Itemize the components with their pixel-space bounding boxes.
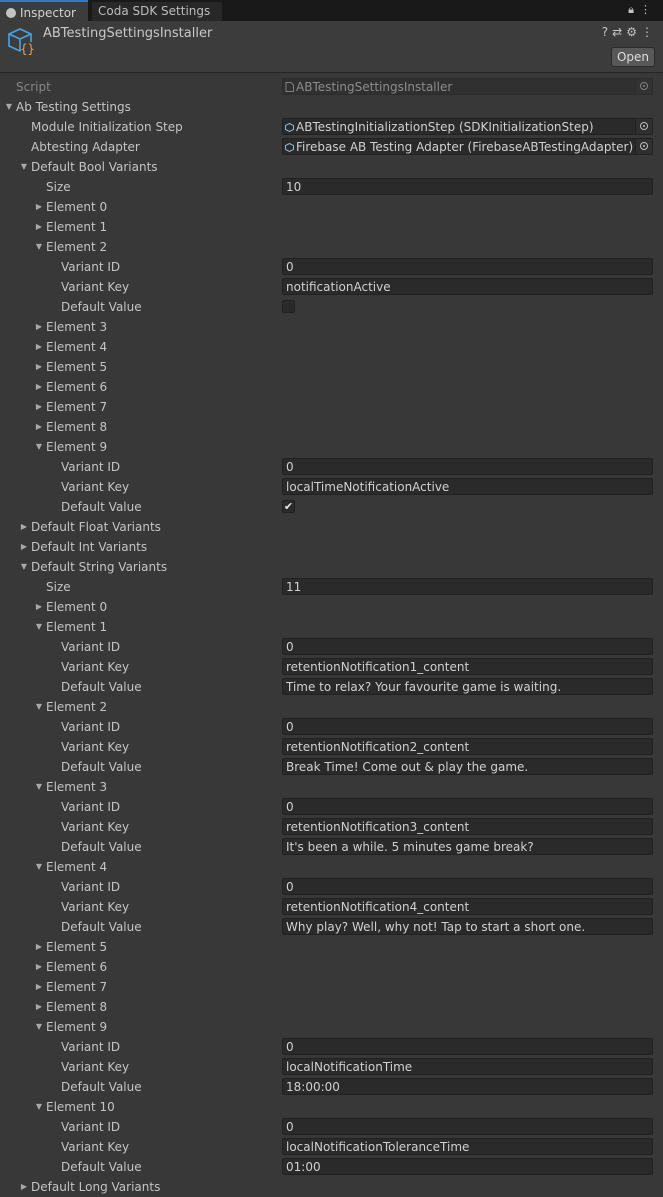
- property-label[interactable]: Element 4: [46, 860, 108, 874]
- text-field[interactable]: retentionNotification4_content: [282, 898, 653, 915]
- script-asset-icon: [6, 27, 36, 57]
- object-field[interactable]: [282, 118, 653, 135]
- property-label[interactable]: Element 7: [46, 400, 108, 414]
- tab-inspector[interactable]: [0, 0, 88, 23]
- property-row: [0, 837, 663, 857]
- property-row: [0, 557, 663, 577]
- property-row: [0, 137, 663, 157]
- foldout-collapsed-icon[interactable]: ▶: [35, 342, 43, 351]
- property-label[interactable]: Element 2: [46, 240, 108, 254]
- text-field[interactable]: 10: [282, 178, 653, 195]
- property-row: [0, 1037, 663, 1057]
- foldout-collapsed-icon[interactable]: ▶: [35, 942, 43, 951]
- text-field[interactable]: 0: [282, 718, 653, 735]
- lock-icon[interactable]: 🔒︎: [628, 3, 640, 16]
- tab-coda-sdk-settings-label: Coda SDK Settings: [98, 4, 211, 18]
- tab-inspector-label: Inspector: [20, 6, 76, 20]
- property-row: [0, 957, 663, 977]
- foldout-collapsed-icon[interactable]: ▶: [35, 322, 43, 331]
- property-row: [0, 697, 663, 717]
- header-tools: [602, 25, 657, 39]
- property-label[interactable]: Default Long Variants: [31, 1180, 161, 1194]
- foldout-expanded-icon[interactable]: ▼: [35, 622, 43, 631]
- property-label: Variant Key: [61, 1140, 130, 1154]
- svg-text:{}: {}: [20, 42, 35, 56]
- property-label[interactable]: Element 5: [46, 940, 108, 954]
- foldout-collapsed-icon[interactable]: ▶: [35, 962, 43, 971]
- property-label: Script: [16, 80, 51, 94]
- property-label: Variant ID: [61, 880, 121, 894]
- property-row: [0, 897, 663, 917]
- property-label: Default Value: [61, 500, 142, 514]
- text-field[interactable]: 0: [282, 878, 653, 895]
- foldout-collapsed-icon[interactable]: ▶: [20, 542, 28, 551]
- property-row: [0, 677, 663, 697]
- property-label[interactable]: Element 9: [46, 440, 108, 454]
- property-row: [0, 317, 663, 337]
- property-label[interactable]: Default String Variants: [31, 560, 168, 574]
- foldout-collapsed-icon[interactable]: ▶: [35, 422, 43, 431]
- text-field[interactable]: It's been a while. 5 minutes game break?: [282, 838, 653, 855]
- property-label: Default Value: [61, 300, 142, 314]
- property-row: [0, 1097, 663, 1117]
- tab-bar: [0, 0, 663, 21]
- property-label: Default Value: [61, 760, 142, 774]
- property-row: [0, 777, 663, 797]
- text-field[interactable]: 0: [282, 798, 653, 815]
- property-row: [0, 297, 663, 317]
- property-row: [0, 817, 663, 837]
- property-label[interactable]: Element 0: [46, 200, 108, 214]
- property-row: [0, 937, 663, 957]
- property-label[interactable]: Element 5: [46, 360, 108, 374]
- presets-icon[interactable]: ⇄: [612, 25, 627, 39]
- property-label: Abtesting Adapter: [31, 140, 140, 154]
- property-label: Default Value: [61, 1160, 142, 1174]
- menu-icon[interactable]: ⋮: [640, 3, 657, 16]
- property-row: [0, 637, 663, 657]
- property-label[interactable]: Element 6: [46, 960, 108, 974]
- property-row: [0, 437, 663, 457]
- text-field[interactable]: retentionNotification1_content: [282, 658, 653, 675]
- property-label: Variant Key: [61, 820, 130, 834]
- property-row: [0, 157, 663, 177]
- property-label: Default Value: [61, 1080, 142, 1094]
- property-row: [0, 477, 663, 497]
- property-label[interactable]: Element 0: [46, 600, 108, 614]
- tab-coda-sdk-settings[interactable]: [92, 2, 222, 21]
- property-label: Variant ID: [61, 640, 121, 654]
- property-row: [0, 217, 663, 237]
- property-row: [0, 117, 663, 137]
- property-label: Default Value: [61, 840, 142, 854]
- text-field[interactable]: 11: [282, 578, 653, 595]
- property-row: [0, 917, 663, 937]
- property-label: Variant Key: [61, 1060, 130, 1074]
- text-field[interactable]: localNotificationToleranceTime: [282, 1138, 653, 1155]
- foldout-expanded-icon[interactable]: ▼: [35, 782, 43, 791]
- property-label[interactable]: Element 10: [46, 1100, 115, 1114]
- property-label[interactable]: Element 1: [46, 220, 108, 234]
- tab-tools: [628, 3, 657, 17]
- property-label: Variant Key: [61, 280, 130, 294]
- property-row: [0, 497, 663, 517]
- open-button[interactable]: Open: [611, 47, 655, 67]
- property-row: [0, 997, 663, 1017]
- property-row: [0, 1157, 663, 1177]
- text-field[interactable]: 0: [282, 1038, 653, 1055]
- text-field[interactable]: Time to relax? Your favourite game is waiting.: [282, 678, 653, 695]
- property-label: Default Value: [61, 920, 142, 934]
- property-row: [0, 977, 663, 997]
- object-field-value: ABTestingSettingsInstaller: [296, 80, 453, 94]
- foldout-expanded-icon[interactable]: ▼: [35, 242, 43, 251]
- property-row: [0, 377, 663, 397]
- property-label[interactable]: Element 2: [46, 700, 108, 714]
- property-row: [0, 177, 663, 197]
- property-label[interactable]: Element 1: [46, 620, 108, 634]
- property-label[interactable]: Default Bool Variants: [31, 160, 158, 174]
- property-label: Size: [46, 580, 71, 594]
- foldout-collapsed-icon[interactable]: ▶: [35, 402, 43, 411]
- text-field[interactable]: 18:00:00: [282, 1078, 653, 1095]
- foldout-expanded-icon[interactable]: ▼: [35, 1022, 43, 1031]
- property-label: Variant Key: [61, 660, 130, 674]
- property-label[interactable]: Element 8: [46, 1000, 108, 1014]
- property-row: [0, 717, 663, 737]
- object-field-value: Firebase AB Testing Adapter (FirebaseABTestingAdapter): [296, 140, 634, 154]
- foldout-expanded-icon[interactable]: ▼: [35, 442, 43, 451]
- help-icon[interactable]: ?: [601, 25, 613, 39]
- property-row: [0, 597, 663, 617]
- foldout-collapsed-icon[interactable]: ▶: [20, 522, 28, 531]
- foldout-collapsed-icon[interactable]: ▶: [35, 602, 43, 611]
- property-label[interactable]: Element 4: [46, 340, 108, 354]
- foldout-collapsed-icon[interactable]: ▶: [35, 202, 43, 211]
- foldout-collapsed-icon[interactable]: ▶: [35, 1002, 43, 1011]
- info-icon: [6, 8, 16, 18]
- property-label: Default Value: [61, 680, 142, 694]
- property-row: [0, 397, 663, 417]
- property-label: Module Initialization Step: [31, 120, 183, 134]
- text-field[interactable]: 0: [282, 458, 653, 475]
- property-row: [0, 1177, 663, 1197]
- property-row: [0, 517, 663, 537]
- property-row: [0, 1137, 663, 1157]
- default-value-checkbox[interactable]: [282, 300, 295, 313]
- scriptable-object-icon: [285, 120, 294, 129]
- property-row: [0, 857, 663, 877]
- property-row: [0, 657, 663, 677]
- property-row: [0, 77, 663, 97]
- property-row: [0, 1117, 663, 1137]
- property-label[interactable]: Element 8: [46, 420, 108, 434]
- text-field[interactable]: 0: [282, 258, 653, 275]
- property-label[interactable]: Element 6: [46, 380, 108, 394]
- property-list: [0, 77, 663, 1197]
- text-field[interactable]: 0: [282, 1118, 653, 1135]
- property-label[interactable]: Ab Testing Settings: [16, 100, 131, 114]
- property-label: Variant ID: [61, 800, 121, 814]
- property-label[interactable]: Element 7: [46, 980, 108, 994]
- foldout-collapsed-icon[interactable]: ▶: [35, 982, 43, 991]
- property-row: [0, 97, 663, 117]
- property-row: [0, 577, 663, 597]
- property-row: [0, 537, 663, 557]
- scriptable-object-icon: [285, 140, 294, 149]
- property-row: [0, 877, 663, 897]
- text-field[interactable]: 0: [282, 638, 653, 655]
- foldout-collapsed-icon[interactable]: ▶: [35, 222, 43, 231]
- foldout-expanded-icon[interactable]: ▼: [5, 102, 13, 111]
- text-field[interactable]: retentionNotification3_content: [282, 818, 653, 835]
- property-row: [0, 1017, 663, 1037]
- object-field[interactable]: [282, 138, 653, 155]
- object-picker-icon[interactable]: [635, 139, 652, 154]
- object-picker-icon[interactable]: [635, 119, 652, 134]
- property-label[interactable]: Element 3: [46, 780, 108, 794]
- property-row: [0, 257, 663, 277]
- foldout-expanded-icon[interactable]: ▼: [35, 1102, 43, 1111]
- more-icon[interactable]: ⋮: [641, 25, 657, 39]
- component-title: ABTestingSettingsInstaller: [43, 26, 213, 41]
- property-label: Variant Key: [61, 740, 130, 754]
- foldout-collapsed-icon[interactable]: ▶: [20, 1182, 28, 1191]
- property-label[interactable]: Default Float Variants: [31, 520, 161, 534]
- property-row: [0, 237, 663, 257]
- property-row: [0, 277, 663, 297]
- text-field[interactable]: Break Time! Come out & play the game.: [282, 758, 653, 775]
- settings-icon[interactable]: ⚙︎: [626, 25, 641, 39]
- foldout-expanded-icon[interactable]: ▼: [20, 562, 28, 571]
- foldout-expanded-icon[interactable]: ▼: [35, 702, 43, 711]
- property-label: Variant ID: [61, 1040, 121, 1054]
- property-label[interactable]: Element 9: [46, 1020, 108, 1034]
- foldout-expanded-icon[interactable]: ▼: [20, 162, 28, 171]
- foldout-collapsed-icon[interactable]: ▶: [35, 362, 43, 371]
- property-label[interactable]: Element 3: [46, 320, 108, 334]
- property-label: Variant ID: [61, 460, 121, 474]
- object-picker-icon[interactable]: [635, 79, 652, 94]
- property-row: [0, 197, 663, 217]
- text-field[interactable]: 01:00: [282, 1158, 653, 1175]
- checkmark-icon: ✔: [283, 500, 294, 513]
- object-field[interactable]: [282, 78, 653, 95]
- object-field-value: ABTestingInitializationStep (SDKInitializationStep): [296, 120, 594, 134]
- inspector-header: [0, 21, 663, 73]
- property-label: Variant ID: [61, 260, 121, 274]
- property-label[interactable]: Default Int Variants: [31, 540, 148, 554]
- foldout-expanded-icon[interactable]: ▼: [35, 862, 43, 871]
- text-field[interactable]: localTimeNotificationActive: [282, 478, 653, 495]
- property-row: [0, 797, 663, 817]
- property-row: [0, 1057, 663, 1077]
- property-row: [0, 737, 663, 757]
- property-row: [0, 617, 663, 637]
- property-label: Variant ID: [61, 1120, 121, 1134]
- property-label: Variant Key: [61, 480, 130, 494]
- property-row: [0, 357, 663, 377]
- default-value-checkbox[interactable]: [282, 500, 295, 513]
- text-field[interactable]: retentionNotification2_content: [282, 738, 653, 755]
- property-row: [0, 1077, 663, 1097]
- property-row: [0, 757, 663, 777]
- property-label: Variant ID: [61, 720, 121, 734]
- text-field[interactable]: Why play? Well, why not! Tap to start a short one.: [282, 918, 653, 935]
- property-label: Size: [46, 180, 71, 194]
- text-field[interactable]: localNotificationTime: [282, 1058, 653, 1075]
- property-label: Variant Key: [61, 900, 130, 914]
- text-field[interactable]: notificationActive: [282, 278, 653, 295]
- property-row: [0, 337, 663, 357]
- property-row: [0, 457, 663, 477]
- foldout-collapsed-icon[interactable]: ▶: [35, 382, 43, 391]
- property-row: [0, 417, 663, 437]
- script-file-icon: [285, 80, 294, 89]
